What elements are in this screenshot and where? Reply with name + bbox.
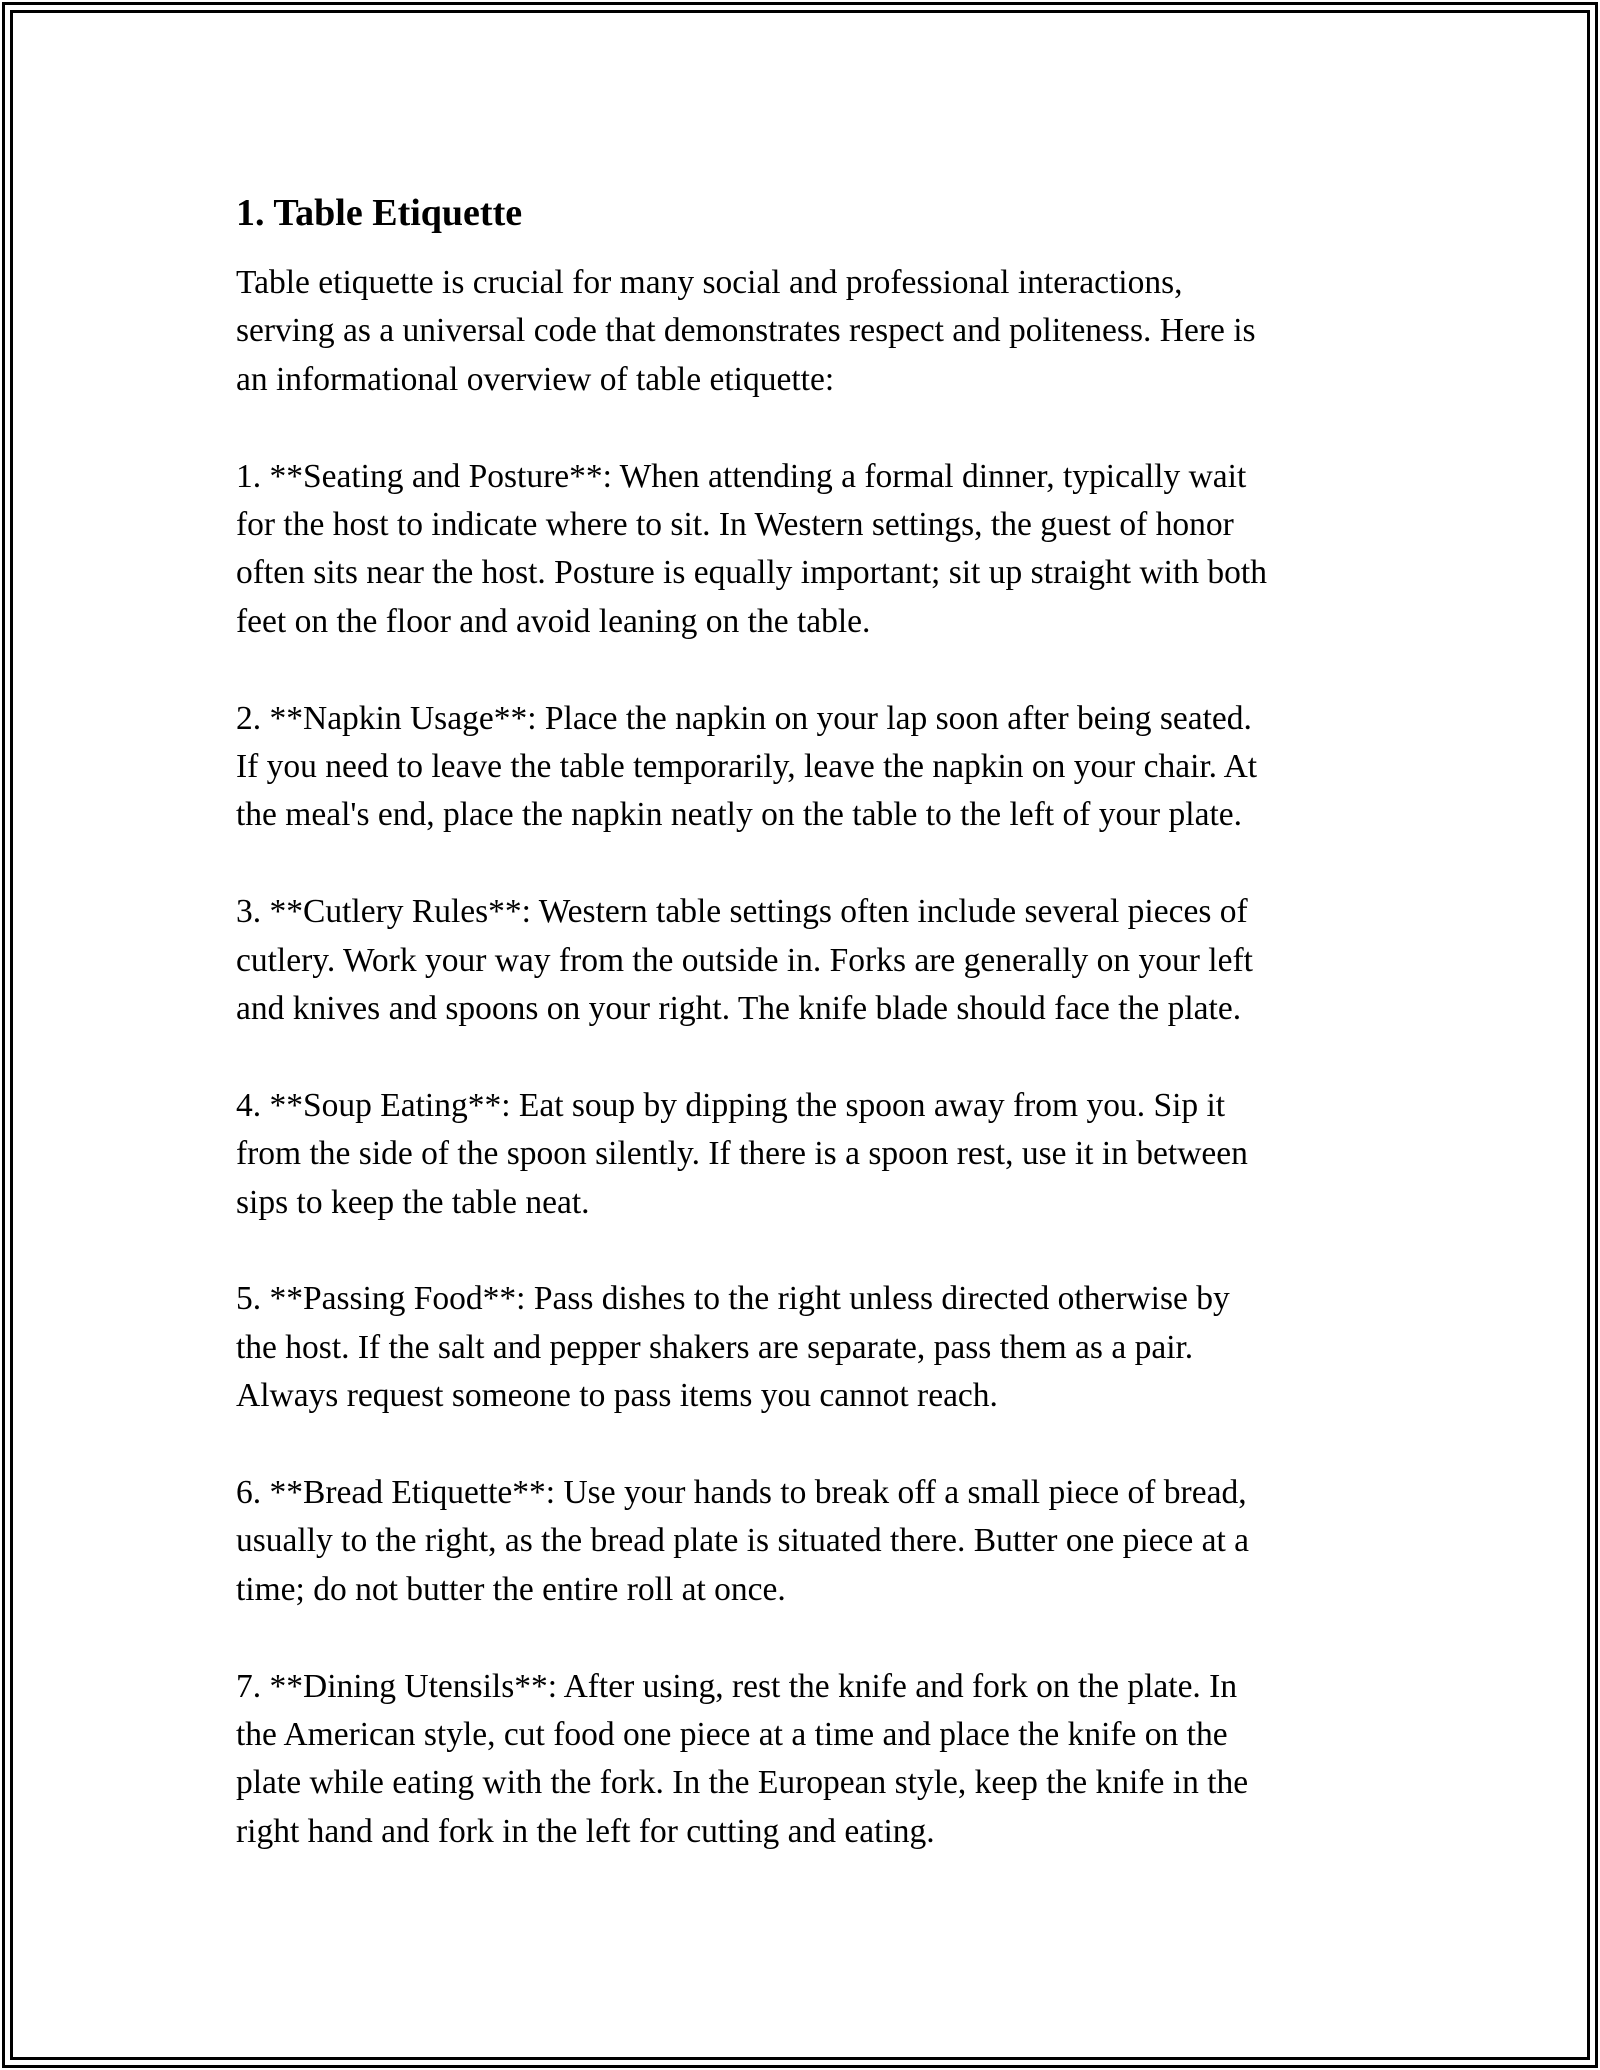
section-heading: 1. Table Etiquette xyxy=(236,192,523,234)
item-bread-etiquette: 6. **Bread Etiquette**: Use your hands to break off a small piece of bread, usually to the right, as the bread plate is situated there. Butter one piece at a time; do not butter the entire roll at once. xyxy=(236,1474,1250,1608)
item-passing-food: 5. **Passing Food**: Pass dishes to the right unless directed otherwise by the host. If the salt and pepper shakers are separate, pass them as a pair. Always request someone to pass items you cannot reach. xyxy=(236,1280,1230,1415)
item-napkin-usage: 2. **Napkin Usage**: Place the napkin on your lap soon after being seated. If you need to leave the table temporarily, leave the napkin on your chair. At the meal's end, place the napkin neatly on the table to the left of your plate. xyxy=(236,699,1258,834)
intro-paragraph: Table etiquette is crucial for many social and professional interactions, serving as a universal code that demonstrates respect and politeness. Here is an informational overview of table etiquette: xyxy=(236,264,1256,398)
item-cutlery-rules: 3. **Cutlery Rules**: Western table settings often include several pieces of cutlery. Work your way from the outside in. Forks are generally on your left and knives and spoons on your right. The knife blade should face the plate. xyxy=(236,893,1253,1028)
item-seating-and-posture: 1. **Seating and Posture**: When attending a formal dinner, typically wait for the host to indicate where to sit. In Western settings, the guest of honor often sits near the host. Posture is equally important; sit up straight with both feet on the floor and avoid leaning on the table. xyxy=(236,457,1267,640)
item-soup-eating: 4. **Soup Eating**: Eat soup by dipping the spoon away from you. Sip it from the side of the spoon silently. If there is a spoon rest, use it in between sips to keep the table neat. xyxy=(236,1086,1248,1221)
document-body xyxy=(236,185,1386,1856)
item-dining-utensils: 7. **Dining Utensils**: After using, rest the knife and fork on the plate. In the American style, cut food one piece at a time and place the knife on the plate while eating with the fork. In the European style, keep the knife in the right hand and fork in the left for cutting and eating. xyxy=(236,1667,1249,1850)
